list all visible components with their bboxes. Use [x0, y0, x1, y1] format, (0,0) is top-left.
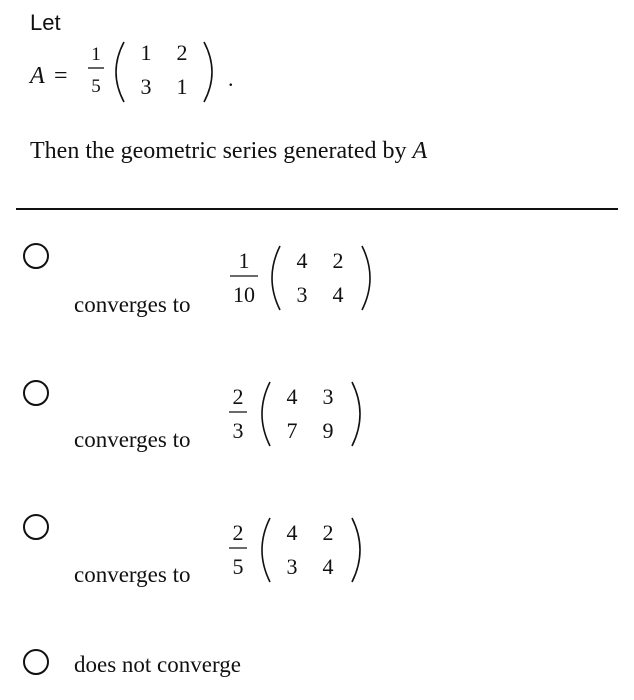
option-3-matrix — [224, 512, 384, 586]
option-2-entry: 7 — [286, 418, 298, 443]
option-2-entry: 4 — [286, 384, 298, 409]
option-3-entry: 4 — [322, 554, 334, 579]
question-statement — [30, 138, 427, 165]
option-1-entry: 4 — [332, 282, 344, 307]
matrix-a-equals: = — [54, 63, 68, 89]
option-1-matrix — [224, 240, 384, 314]
option-1-label: converges to — [74, 292, 191, 317]
option-2-matrix — [224, 376, 384, 450]
option-1-entry: 4 — [296, 248, 308, 273]
statement-variable: A — [412, 138, 428, 164]
option-1-scalar-numerator: 1 — [238, 248, 250, 273]
option-2-entry: 3 — [322, 384, 334, 409]
matrix-a-entry: 2 — [176, 40, 188, 65]
matrix-a-scalar-denominator: 5 — [91, 76, 101, 97]
option-1-right-paren — [362, 246, 370, 310]
matrix-a-left-paren — [116, 42, 124, 102]
option-3-left-paren — [262, 518, 270, 582]
option-2-label: converges to — [74, 427, 191, 452]
option-4-label: does not converge — [74, 652, 241, 677]
matrix-a-entry: 1 — [140, 40, 152, 65]
divider — [16, 208, 618, 210]
option-3-entry: 2 — [322, 520, 334, 545]
option-3-entry: 3 — [286, 554, 298, 579]
option-1-entry: 2 — [332, 248, 344, 273]
option-3-scalar-denominator: 5 — [232, 554, 244, 579]
statement-text: Then the geometric series generated by — [30, 138, 407, 164]
option-2-scalar-numerator: 2 — [232, 384, 244, 409]
option-3-radio[interactable] — [23, 514, 49, 540]
option-4-radio[interactable] — [23, 649, 49, 675]
matrix-a-terminator: . — [228, 66, 234, 91]
matrix-a-variable: A — [30, 63, 45, 89]
option-1-entry: 3 — [296, 282, 308, 307]
option-1-radio[interactable] — [23, 243, 49, 269]
option-3-label: converges to — [74, 562, 191, 587]
option-2-left-paren — [262, 382, 270, 446]
option-3-entry: 4 — [286, 520, 298, 545]
matrix-a-scalar-numerator: 1 — [91, 44, 101, 65]
option-2-right-paren — [352, 382, 360, 446]
option-3-right-paren — [352, 518, 360, 582]
intro-text: Let — [30, 10, 61, 35]
option-2-entry: 9 — [322, 418, 334, 443]
option-1-left-paren — [272, 246, 280, 310]
matrix-a-definition — [28, 38, 248, 110]
option-3-scalar-numerator: 2 — [232, 520, 244, 545]
option-2-radio[interactable] — [23, 380, 49, 406]
matrix-a-entry: 1 — [176, 74, 188, 99]
option-1-scalar-denominator: 10 — [233, 282, 255, 307]
option-2-scalar-denominator: 3 — [232, 418, 244, 443]
matrix-a-right-paren — [204, 42, 212, 102]
matrix-a-entry: 3 — [140, 74, 152, 99]
